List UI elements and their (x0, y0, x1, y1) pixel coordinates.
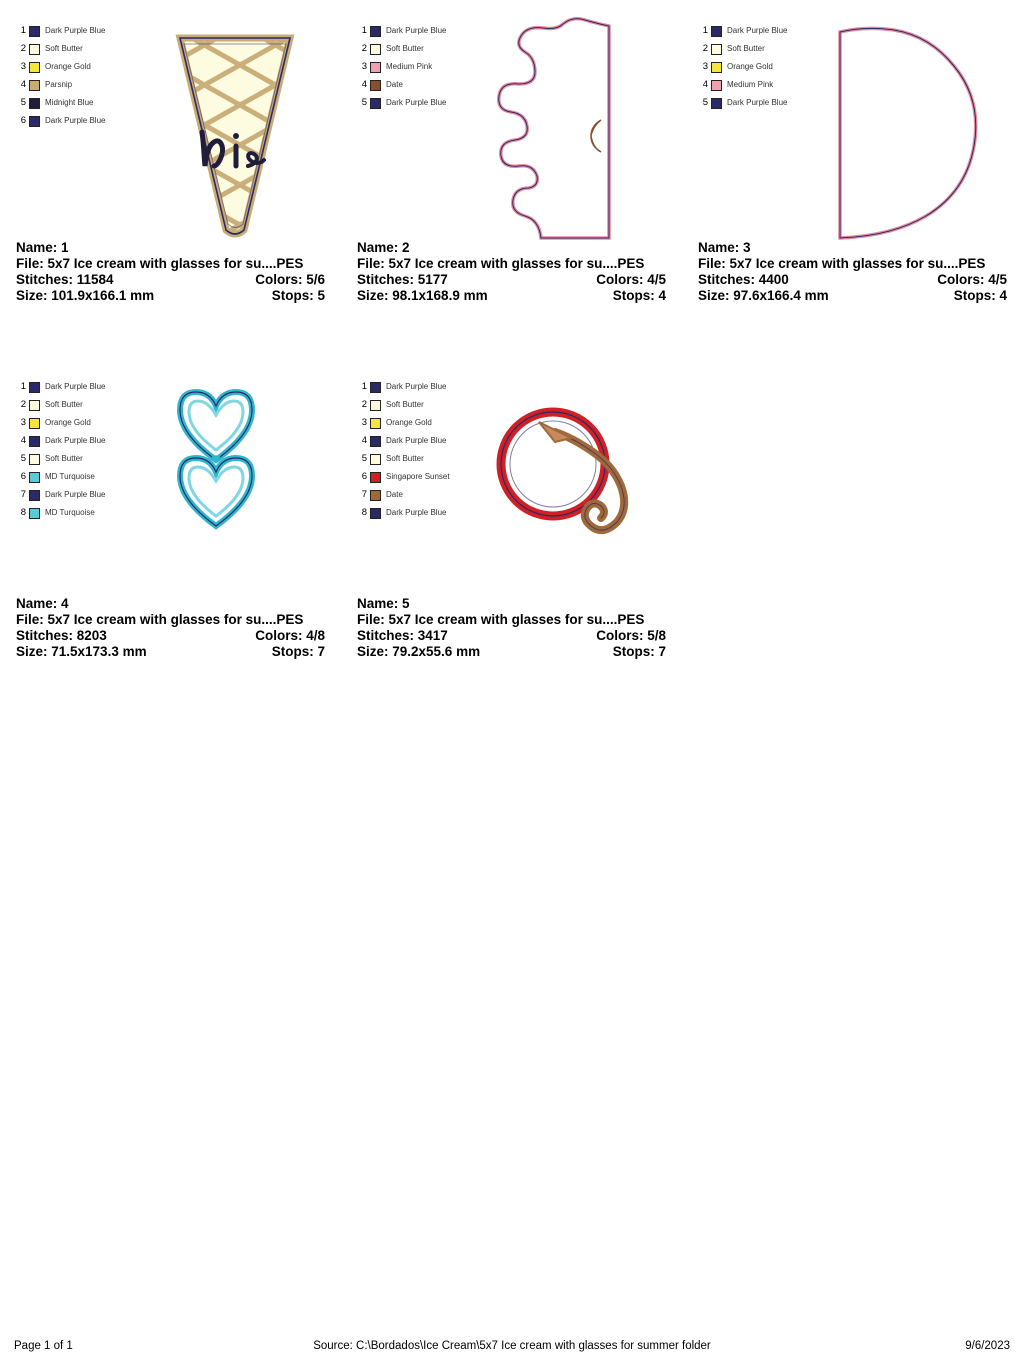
design-preview-1 (0, 0, 341, 240)
design-grid (0, 0, 1024, 660)
design-colors: Colors: 5/8 (596, 628, 666, 643)
legend-color-swatch (29, 382, 40, 393)
design-stops: Stops: 4 (612, 288, 666, 303)
legend-color-swatch (29, 26, 40, 37)
legend-color-label: Medium Pink (727, 80, 774, 89)
design-name: Name: 5 (357, 596, 410, 611)
design-stops: Stops: 4 (953, 288, 1007, 303)
legend-color-label: Dark Purple Blue (386, 382, 447, 391)
legend-row (357, 450, 487, 468)
legend-number: 2 (702, 43, 708, 54)
legend-row (16, 112, 146, 130)
legend-color-label: Dark Purple Blue (45, 436, 106, 445)
design-name: Name: 3 (698, 240, 751, 255)
legend-number: 6 (20, 115, 26, 126)
legend-number: 3 (361, 417, 367, 428)
legend-color-swatch (711, 44, 722, 55)
legend-color-label: Dark Purple Blue (45, 382, 106, 391)
legend-color-label: Soft Butter (386, 454, 424, 463)
design-info-5 (341, 596, 666, 660)
design-cell-4 (0, 356, 341, 660)
design-size: Size: 101.9x166.1 mm (16, 288, 155, 303)
legend-row (357, 94, 487, 112)
design-cell-2 (341, 0, 682, 304)
legend-color-swatch (29, 400, 40, 411)
legend-number: 4 (20, 435, 26, 446)
design-stitches: Stitches: 11584 (16, 272, 114, 287)
legend-number: 2 (361, 43, 367, 54)
footer-page-number: Page 1 of 1 (14, 1340, 73, 1352)
legend-color-swatch (370, 508, 381, 519)
legend-row (698, 58, 828, 76)
design-size: Size: 71.5x173.3 mm (16, 644, 147, 659)
design-info-2 (341, 240, 666, 304)
legend-color-swatch (29, 454, 40, 465)
legend-color-label: Dark Purple Blue (45, 490, 106, 499)
legend-color-swatch (370, 98, 381, 109)
legend-color-swatch (370, 418, 381, 429)
legend-row (16, 486, 146, 504)
legend-color-label: Orange Gold (45, 62, 91, 71)
legend-color-swatch (370, 472, 381, 483)
legend-number: 2 (20, 43, 26, 54)
design-stops: Stops: 7 (612, 644, 666, 659)
legend-color-label: Dark Purple Blue (386, 98, 447, 107)
footer-source-path: Source: C:\Bordados\Ice Cream\5x7 Ice cream with glasses for summer folder (313, 1340, 711, 1352)
legend-number: 3 (702, 61, 708, 72)
legend-color-label: Soft Butter (727, 44, 765, 53)
legend-number: 3 (20, 417, 26, 428)
color-legend-4 (16, 378, 146, 522)
color-legend-3 (698, 22, 828, 112)
legend-row (357, 486, 487, 504)
legend-color-label: Date (386, 80, 403, 89)
page-footer (0, 1340, 1024, 1356)
color-legend-5 (357, 378, 487, 522)
legend-number: 2 (20, 399, 26, 410)
design-info-3 (682, 240, 1007, 304)
legend-color-swatch (711, 26, 722, 37)
footer-date: 9/6/2023 (965, 1340, 1010, 1352)
design-name: Name: 2 (357, 240, 410, 255)
design-colors: Colors: 4/8 (255, 628, 325, 643)
design-file: File: 5x7 Ice cream with glasses for su....PES (357, 256, 645, 271)
design-preview-5 (341, 356, 682, 596)
legend-color-label: MD Turquoise (45, 508, 95, 517)
legend-row (357, 468, 487, 486)
legend-color-swatch (711, 80, 722, 91)
design-preview-2 (341, 0, 682, 240)
legend-row (16, 76, 146, 94)
legend-row (698, 40, 828, 58)
legend-color-label: Parsnip (45, 80, 73, 89)
legend-color-swatch (370, 454, 381, 465)
legend-color-label: Dark Purple Blue (386, 436, 447, 445)
legend-row (16, 396, 146, 414)
design-preview-3 (682, 0, 1023, 240)
legend-color-swatch (29, 62, 40, 73)
legend-number: 1 (361, 25, 367, 36)
legend-row (16, 414, 146, 432)
legend-row (357, 396, 487, 414)
design-file: File: 5x7 Ice cream with glasses for su....PES (698, 256, 986, 271)
legend-number: 8 (20, 507, 26, 518)
design-stitches: Stitches: 4400 (698, 272, 789, 287)
legend-color-label: MD Turquoise (45, 472, 95, 481)
embroidery-art-heart-sunglasses (140, 366, 340, 596)
design-size: Size: 79.2x55.6 mm (357, 644, 481, 659)
legend-color-label: Soft Butter (45, 400, 83, 409)
legend-color-label: Dark Purple Blue (727, 26, 788, 35)
legend-color-swatch (29, 472, 40, 483)
legend-row (16, 378, 146, 396)
design-stitches: Stitches: 8203 (16, 628, 107, 643)
legend-row (16, 40, 146, 58)
legend-number: 1 (20, 381, 26, 392)
design-size: Size: 97.6x166.4 mm (698, 288, 829, 303)
legend-row (357, 58, 487, 76)
legend-color-label: Dark Purple Blue (386, 26, 447, 35)
legend-row (16, 94, 146, 112)
legend-number: 5 (361, 97, 367, 108)
design-cell-5 (341, 356, 682, 660)
design-info-1 (0, 240, 325, 304)
embroidery-art-melting-scoop (481, 10, 681, 240)
design-cell-3 (682, 0, 1023, 304)
legend-color-swatch (370, 382, 381, 393)
legend-color-label: Orange Gold (727, 62, 773, 71)
legend-row (16, 504, 146, 522)
legend-number: 4 (361, 79, 367, 90)
legend-row (357, 40, 487, 58)
legend-color-swatch (29, 80, 40, 91)
legend-row (16, 22, 146, 40)
legend-color-label: Midnight Blue (45, 98, 94, 107)
design-stitches: Stitches: 3417 (357, 628, 448, 643)
legend-number: 5 (20, 97, 26, 108)
design-name: Name: 1 (16, 240, 69, 255)
design-preview-4 (0, 356, 341, 596)
legend-row (357, 378, 487, 396)
legend-color-label: Soft Butter (45, 454, 83, 463)
legend-color-swatch (370, 400, 381, 411)
design-stops: Stops: 5 (271, 288, 325, 303)
color-legend-1 (16, 22, 146, 130)
legend-row (357, 432, 487, 450)
legend-row (698, 22, 828, 40)
legend-color-swatch (29, 418, 40, 429)
legend-color-swatch (29, 116, 40, 127)
legend-color-label: Dark Purple Blue (727, 98, 788, 107)
legend-number: 5 (20, 453, 26, 464)
legend-color-label: Dark Purple Blue (386, 508, 447, 517)
legend-color-swatch (29, 508, 40, 519)
legend-row (16, 432, 146, 450)
legend-number: 3 (20, 61, 26, 72)
legend-color-swatch (370, 490, 381, 501)
legend-number: 3 (361, 61, 367, 72)
legend-number: 2 (361, 399, 367, 410)
legend-row (357, 76, 487, 94)
legend-color-label: Orange Gold (45, 418, 91, 427)
legend-color-label: Orange Gold (386, 418, 432, 427)
legend-number: 7 (361, 489, 367, 500)
design-colors: Colors: 4/5 (596, 272, 666, 287)
design-stitches: Stitches: 5177 (357, 272, 448, 287)
embroidery-art-scoop-outline (822, 10, 1022, 240)
design-size: Size: 98.1x168.9 mm (357, 288, 488, 303)
legend-color-swatch (711, 62, 722, 73)
legend-color-swatch (29, 98, 40, 109)
design-colors: Colors: 5/6 (255, 272, 325, 287)
embroidery-art-ice-cream-cone (140, 10, 340, 240)
legend-row (357, 504, 487, 522)
legend-row (698, 76, 828, 94)
legend-row (16, 468, 146, 486)
legend-color-label: Dark Purple Blue (45, 116, 106, 125)
legend-number: 4 (702, 79, 708, 90)
legend-number: 5 (361, 453, 367, 464)
legend-row (16, 450, 146, 468)
design-cell-1 (0, 0, 341, 304)
legend-color-label: Date (386, 490, 403, 499)
design-colors: Colors: 4/5 (937, 272, 1007, 287)
legend-color-swatch (29, 44, 40, 55)
legend-number: 4 (361, 435, 367, 446)
legend-number: 1 (702, 25, 708, 36)
legend-color-swatch (370, 26, 381, 37)
design-file: File: 5x7 Ice cream with glasses for su....PES (16, 612, 304, 627)
legend-color-swatch (370, 62, 381, 73)
legend-color-swatch (711, 98, 722, 109)
legend-color-label: Medium Pink (386, 62, 433, 71)
legend-number: 4 (20, 79, 26, 90)
legend-number: 7 (20, 489, 26, 500)
design-stops: Stops: 7 (271, 644, 325, 659)
legend-color-swatch (370, 80, 381, 91)
legend-color-swatch (29, 436, 40, 447)
legend-color-label: Singapore Sunset (386, 472, 450, 481)
legend-color-label: Soft Butter (386, 44, 424, 53)
design-info-4 (0, 596, 325, 660)
design-file: File: 5x7 Ice cream with glasses for su....PES (16, 256, 304, 271)
legend-row (357, 414, 487, 432)
legend-number: 8 (361, 507, 367, 518)
legend-number: 5 (702, 97, 708, 108)
legend-color-swatch (370, 44, 381, 55)
legend-row (698, 94, 828, 112)
legend-number: 1 (20, 25, 26, 36)
legend-color-label: Soft Butter (45, 44, 83, 53)
legend-row (357, 22, 487, 40)
embroidery-art-cherry (481, 366, 681, 596)
legend-color-label: Soft Butter (386, 400, 424, 409)
legend-number: 6 (20, 471, 26, 482)
design-file: File: 5x7 Ice cream with glasses for su....PES (357, 612, 645, 627)
color-legend-2 (357, 22, 487, 112)
legend-color-swatch (370, 436, 381, 447)
row-spacer (0, 304, 1024, 356)
legend-number: 1 (361, 381, 367, 392)
design-name: Name: 4 (16, 596, 69, 611)
legend-color-label: Dark Purple Blue (45, 26, 106, 35)
legend-number: 6 (361, 471, 367, 482)
legend-color-swatch (29, 490, 40, 501)
legend-row (16, 58, 146, 76)
design-cell-empty (682, 356, 1023, 660)
